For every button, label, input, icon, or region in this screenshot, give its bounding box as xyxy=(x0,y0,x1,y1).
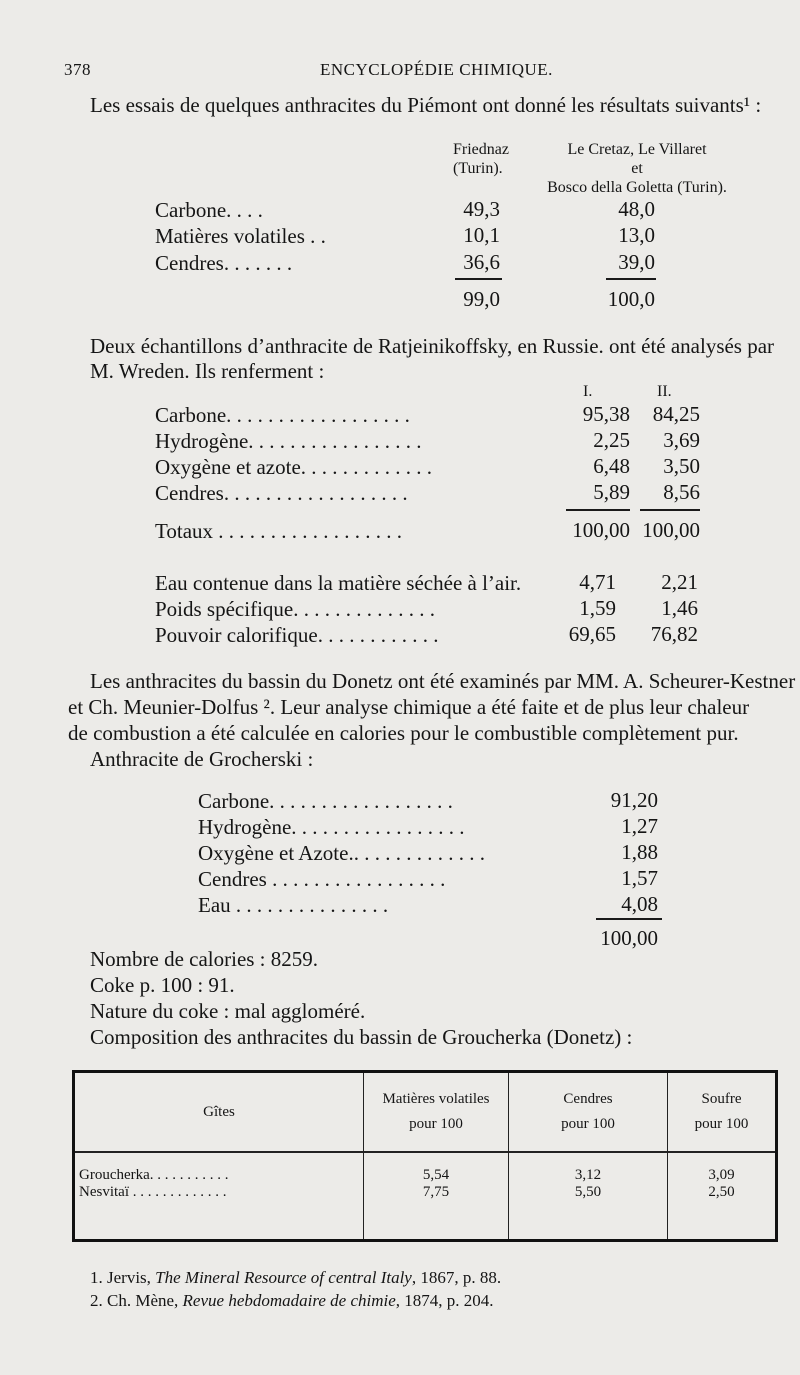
grocherski-row-label: Oxygène et Azote.. . . . . . . . . . . . . xyxy=(198,841,485,865)
piemont-row-label: Cendres. . . . . . . xyxy=(155,251,293,275)
piemont-col1-head-line1: Friednaz xyxy=(453,141,509,158)
ratj-row-label: Hydrogène. . . . . . . . . . . . . . . . . xyxy=(155,429,422,453)
ratj-extra-label: Eau contenue dans la matière séchée à l’air. xyxy=(155,571,522,595)
footnote-1-title: The Mineral Resource of central Italy xyxy=(155,1268,412,1287)
table-row-gite: Groucherka. . . . . . . . . . . xyxy=(79,1167,229,1183)
ratj-row-v2: 8,56 xyxy=(663,480,700,504)
grocherski-row-label: Cendres . . . . . . . . . . . . . . . . . xyxy=(198,867,446,891)
intro-paragraph: Les essais de quelques anthracites du Piémont ont donné les résultats suivants¹ : xyxy=(90,93,762,117)
running-title: ENCYCLOPÉDIE CHIMIQUE. xyxy=(320,60,553,79)
note-coke: Coke p. 100 : 91. xyxy=(90,973,235,997)
table-cell-mv: 5,54 xyxy=(422,1167,450,1183)
gites-cell xyxy=(74,1152,364,1241)
piemont-col2-head-line2: et xyxy=(631,160,643,177)
ratj-intro-line2: M. Wreden. Ils renferment : xyxy=(90,359,325,383)
note-composition-title: Composition des anthracites du bassin de Groucherka (Donetz) : xyxy=(90,1025,633,1049)
ratj-sum-rule xyxy=(566,509,630,511)
note-nature-coke: Nature du coke : mal aggloméré. xyxy=(90,999,366,1023)
piemont-row-v1: 36,6 xyxy=(463,250,500,274)
piemont-col2-head-line1: Le Cretaz, Le Villaret xyxy=(567,141,707,158)
piemont-col2-head xyxy=(537,140,737,197)
piemont-col1-head-line2: (Turin). xyxy=(453,160,503,177)
piemont-row-v2: 39,0 xyxy=(618,250,655,274)
piemont-row-v2: 48,0 xyxy=(618,197,655,221)
soufre-cell xyxy=(668,1152,777,1241)
piemont-sum-rule xyxy=(606,278,656,280)
table-cell-soufre: 2,50 xyxy=(708,1184,735,1200)
ratj-col1-head: I. xyxy=(583,383,593,400)
donetz-paragraph-line: et Ch. Meunier-Dolfus ². Leur analyse chimique a été faite et de plus leur chaleur xyxy=(68,695,750,719)
mv-cell xyxy=(364,1152,509,1241)
grocherski-row-value: 1,27 xyxy=(621,814,658,838)
ratj-extra-v1: 4,71 xyxy=(579,570,616,594)
donetz-paragraph-line: Les anthracites du bassin du Donetz ont été examinés par MM. A. Scheurer-Kestner xyxy=(90,669,796,693)
grocherski-row-label: Eau . . . . . . . . . . . . . . . xyxy=(198,893,389,917)
grocherski-row-value: 4,08 xyxy=(621,892,658,916)
footnote-1-author: 1. Jervis, xyxy=(90,1268,156,1287)
ratj-row-label: Oxygène et azote. . . . . . . . . . . . . xyxy=(155,455,433,479)
piemont-col1-head xyxy=(453,140,509,178)
grocherski-row-label: Hydrogène. . . . . . . . . . . . . . . . . xyxy=(198,815,465,839)
grocherski-title: Anthracite de Grocherski : xyxy=(90,747,314,771)
cendres-cell xyxy=(509,1152,668,1241)
grocherski-sum-rule xyxy=(596,918,662,920)
ratj-row-v2: 84,25 xyxy=(652,402,700,426)
ratj-col2-head: II. xyxy=(657,383,672,400)
piemont-total-v2: 100,0 xyxy=(607,287,655,311)
table-cell-cendres: 3,12 xyxy=(574,1167,602,1183)
footnote-1 xyxy=(90,1268,501,1288)
footnote-1-details: , 1867, p. 88. xyxy=(411,1268,502,1287)
footnote-2 xyxy=(90,1291,494,1311)
ratj-row-v2: 3,50 xyxy=(663,454,700,478)
ratj-extra-v1: 69,65 xyxy=(568,622,616,646)
ratj-total-v2: 100,00 xyxy=(642,518,700,542)
ratj-row-label: Carbone. . . . . . . . . . . . . . . . . . xyxy=(155,403,410,427)
ratj-extra-v2: 2,21 xyxy=(661,570,698,594)
header-soufre xyxy=(668,1072,777,1153)
header-mv-line1: Matières volatiles xyxy=(382,1091,490,1107)
piemont-row-label: Carbone. . . . xyxy=(155,198,263,222)
page-number: 378 xyxy=(64,60,91,79)
ratj-row-v2: 3,69 xyxy=(663,428,700,452)
header-matieres-volatiles xyxy=(364,1072,509,1153)
ratj-extra-v2: 76,82 xyxy=(650,622,698,646)
footnote-2-author: 2. Ch. Mène, xyxy=(90,1291,183,1310)
header-gites: Gîtes xyxy=(74,1072,364,1153)
piemont-col2-head-line3: Bosco della Goletta (Turin). xyxy=(547,179,727,196)
footnote-2-title: Revue hebdomadaire de chimie xyxy=(182,1291,396,1310)
piemont-row-v1: 10,1 xyxy=(463,223,500,247)
ratj-extra-v1: 1,59 xyxy=(579,596,616,620)
ratj-total-label: Totaux . . . . . . . . . . . . . . . . . . xyxy=(155,519,403,543)
groucherka-table xyxy=(72,1070,778,1242)
grocherski-row-value: 91,20 xyxy=(610,788,658,812)
table-cell-mv: 7,75 xyxy=(422,1184,450,1200)
header-cendres-line2: pour 100 xyxy=(561,1116,615,1132)
piemont-total-v1: 99,0 xyxy=(463,287,500,311)
table-header-row xyxy=(74,1072,777,1153)
table-body xyxy=(74,1152,777,1241)
note-calories: Nombre de calories : 8259. xyxy=(90,947,319,971)
grocherski-row-label: Carbone. . . . . . . . . . . . . . . . . . xyxy=(198,789,453,813)
piemont-sum-rule xyxy=(455,278,502,280)
piemont-row-label: Matières volatiles . . xyxy=(155,224,326,248)
table-cell-cendres: 5,50 xyxy=(574,1184,602,1200)
header-soufre-line2: pour 100 xyxy=(694,1116,749,1132)
ratj-row-v1: 2,25 xyxy=(593,428,630,452)
table-cell-soufre: 3,09 xyxy=(708,1167,735,1183)
ratj-row-label: Cendres. . . . . . . . . . . . . . . . . . xyxy=(155,481,408,505)
header-cendres xyxy=(509,1072,668,1153)
piemont-row-v2: 13,0 xyxy=(618,223,655,247)
ratj-sum-rule xyxy=(640,509,700,511)
ratj-extra-label: Pouvoir calorifique. . . . . . . . . . . . xyxy=(155,623,439,647)
piemont-row-v1: 49,3 xyxy=(463,197,500,221)
ratj-extra-label: Poids spécifique. . . . . . . . . . . . . . xyxy=(155,597,435,621)
donetz-paragraph-line: de combustion a été calculée en calories pour le combustible complètement pur. xyxy=(68,721,739,745)
header-mv-line2: pour 100 xyxy=(409,1116,463,1132)
ratj-intro-line1: Deux échantillons d’anthracite de Ratjeinikoffsky, en Russie. ont été analysés par xyxy=(90,334,775,358)
ratj-total-v1: 100,00 xyxy=(572,518,630,542)
header-cendres-line1: Cendres xyxy=(563,1091,613,1107)
ratj-row-v1: 5,89 xyxy=(593,480,630,504)
ratj-row-v1: 95,38 xyxy=(582,402,630,426)
header-soufre-line1: Soufre xyxy=(701,1091,742,1107)
table-row-gite: Nesvitaï . . . . . . . . . . . . . xyxy=(79,1184,227,1200)
footnote-2-details: , 1874, p. 204. xyxy=(395,1291,494,1310)
ratj-row-v1: 6,48 xyxy=(593,454,630,478)
grocherski-row-value: 1,88 xyxy=(621,840,658,864)
grocherski-row-value: 1,57 xyxy=(621,866,658,890)
grocherski-total: 100,00 xyxy=(600,926,658,950)
ratj-extra-v2: 1,46 xyxy=(661,596,698,620)
